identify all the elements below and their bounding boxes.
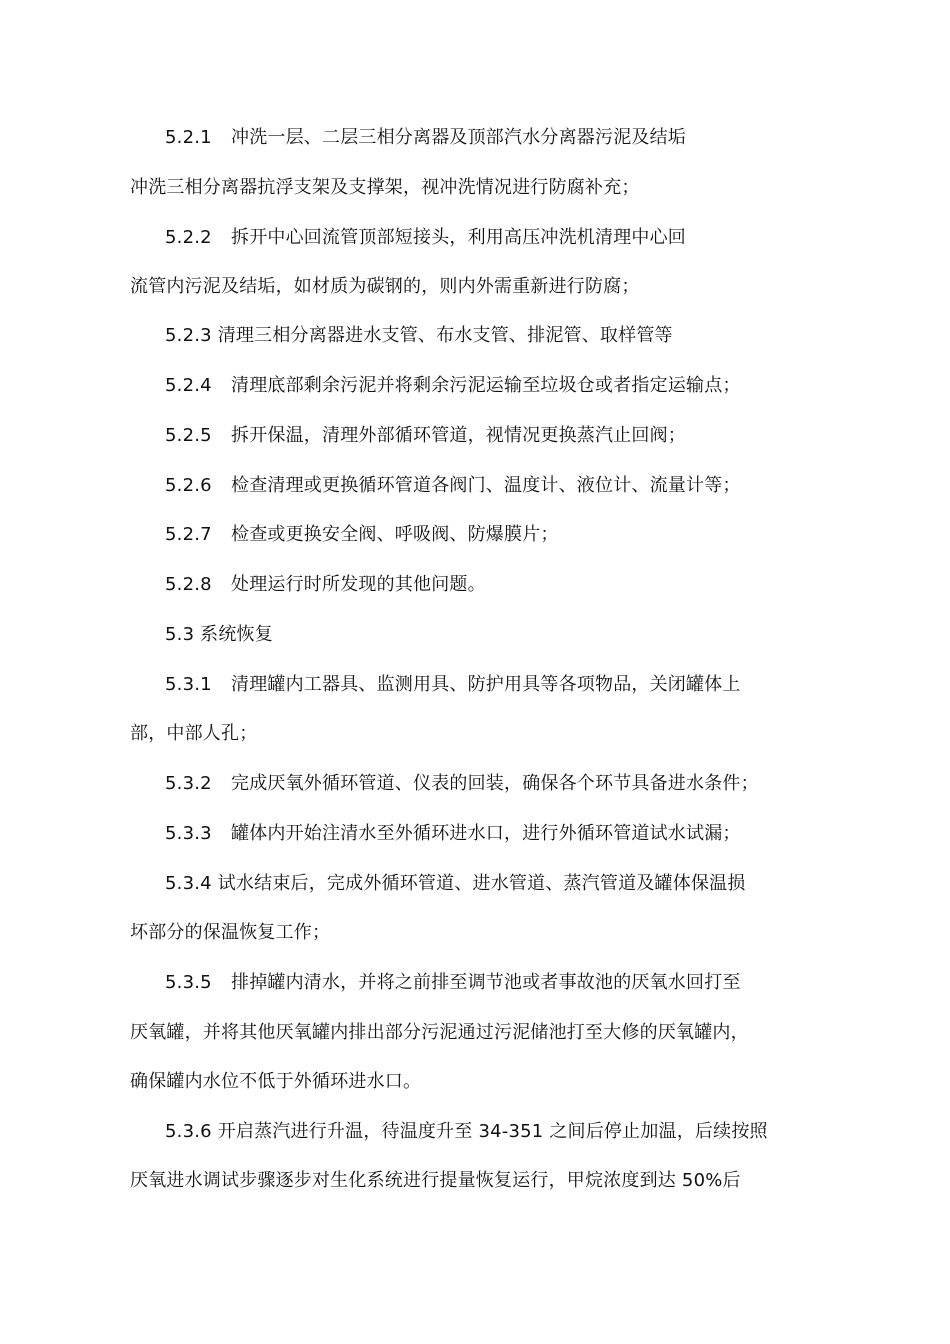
section-number: 5.2.7 — [165, 524, 212, 545]
paragraph-line — [165, 523, 559, 547]
paragraph-text: 确保罐内水位不低于外循环进水口。 — [130, 1071, 422, 1092]
paragraph-line — [165, 126, 686, 150]
paragraph-text: 厌氧罐，并将其他厌氧罐内排出部分污泥通过污泥储池打至大修的厌氧罐内， — [130, 1022, 749, 1043]
paragraph-text: 检查清理或更换循环管道各阀门、温度计、液位计、流量计等； — [231, 475, 741, 496]
paragraph-line — [165, 822, 741, 846]
paragraph-line — [130, 176, 640, 200]
section-number: 5.3.3 — [165, 823, 212, 844]
paragraph-text: 罐体内开始注清水至外循环进水口，进行外循环管道试水试漏； — [231, 823, 741, 844]
section-number: 5.2.5 — [165, 425, 212, 446]
paragraph-text: 拆开保温，清理外部循环管道，视情况更换蒸汽止回阀； — [231, 425, 686, 446]
paragraph-text: 5.3.6 开启蒸汽进行升温，待温度升至 34-351 之间后停止加温，后续按照 — [165, 1121, 768, 1142]
paragraph-line — [165, 573, 486, 597]
paragraph-line — [165, 1120, 768, 1144]
paragraph-line — [165, 374, 741, 398]
paragraph-text: 检查或更换安全阀、呼吸阀、防爆膜片； — [231, 524, 559, 545]
paragraph-line — [165, 673, 741, 697]
paragraph-text: 完成厌氧外循环管道、仪表的回装，确保各个环节具备进水条件； — [231, 773, 759, 794]
paragraph-line — [165, 226, 686, 250]
paragraph-text: 冲洗一层、二层三相分离器及顶部汽水分离器污泥及结垢 — [231, 127, 686, 148]
paragraph-text: 5.2.3 清理三相分离器进水支管、布水支管、排泥管、取样管等 — [165, 325, 673, 346]
paragraph-text: 拆开中心回流管顶部短接头，利用高压冲洗机清理中心回 — [231, 227, 686, 248]
section-number: 5.3.2 — [165, 773, 212, 794]
section-number: 5.2.6 — [165, 475, 212, 496]
paragraph-line — [130, 1169, 741, 1193]
paragraph-text: 5.3.4 试水结束后，完成外循环管道、进水管道、蒸汽管道及罐体保温损 — [165, 873, 746, 894]
paragraph-line — [165, 424, 686, 448]
section-heading — [165, 623, 273, 647]
section-number: 5.3.1 — [165, 674, 212, 695]
section-number: 5.2.2 — [165, 227, 212, 248]
paragraph-line — [165, 324, 673, 348]
paragraph-text: 部，中部人孔； — [130, 723, 258, 744]
paragraph-text: 冲洗三相分离器抗浮支架及支撑架，视冲洗情况进行防腐补充； — [130, 177, 640, 198]
section-number: 5.3.5 — [165, 972, 212, 993]
section-number: 5.2.1 — [165, 127, 212, 148]
section-heading-text: 5.3 系统恢复 — [165, 624, 273, 645]
paragraph-text: 厌氧进水调试步骤逐步对生化系统进行提量恢复运行，甲烷浓度到达 50%后 — [130, 1170, 741, 1191]
paragraph-line — [130, 275, 640, 299]
section-number: 5.2.8 — [165, 574, 212, 595]
paragraph-line — [165, 971, 741, 995]
paragraph-line — [130, 1070, 421, 1094]
paragraph-text: 清理底部剩余污泥并将剩余污泥运输至垃圾仓或者指定运输点； — [231, 375, 741, 396]
paragraph-line — [130, 921, 330, 945]
paragraph-line — [165, 474, 741, 498]
paragraph-line — [130, 1021, 749, 1045]
section-number: 5.2.4 — [165, 375, 212, 396]
paragraph-text: 排掉罐内清水，并将之前排至调节池或者事故池的厌氧水回打至 — [231, 972, 741, 993]
paragraph-text: 清理罐内工器具、监测用具、防护用具等各项物品，关闭罐体上 — [231, 674, 741, 695]
paragraph-text: 坏部分的保温恢复工作； — [130, 922, 331, 943]
paragraph-line — [165, 872, 746, 896]
paragraph-line — [165, 772, 759, 796]
paragraph-text: 流管内污泥及结垢，如材质为碳钢的，则内外需重新进行防腐； — [130, 276, 640, 297]
paragraph-text: 处理运行时所发现的其他问题。 — [231, 574, 486, 595]
paragraph-line — [130, 722, 257, 746]
